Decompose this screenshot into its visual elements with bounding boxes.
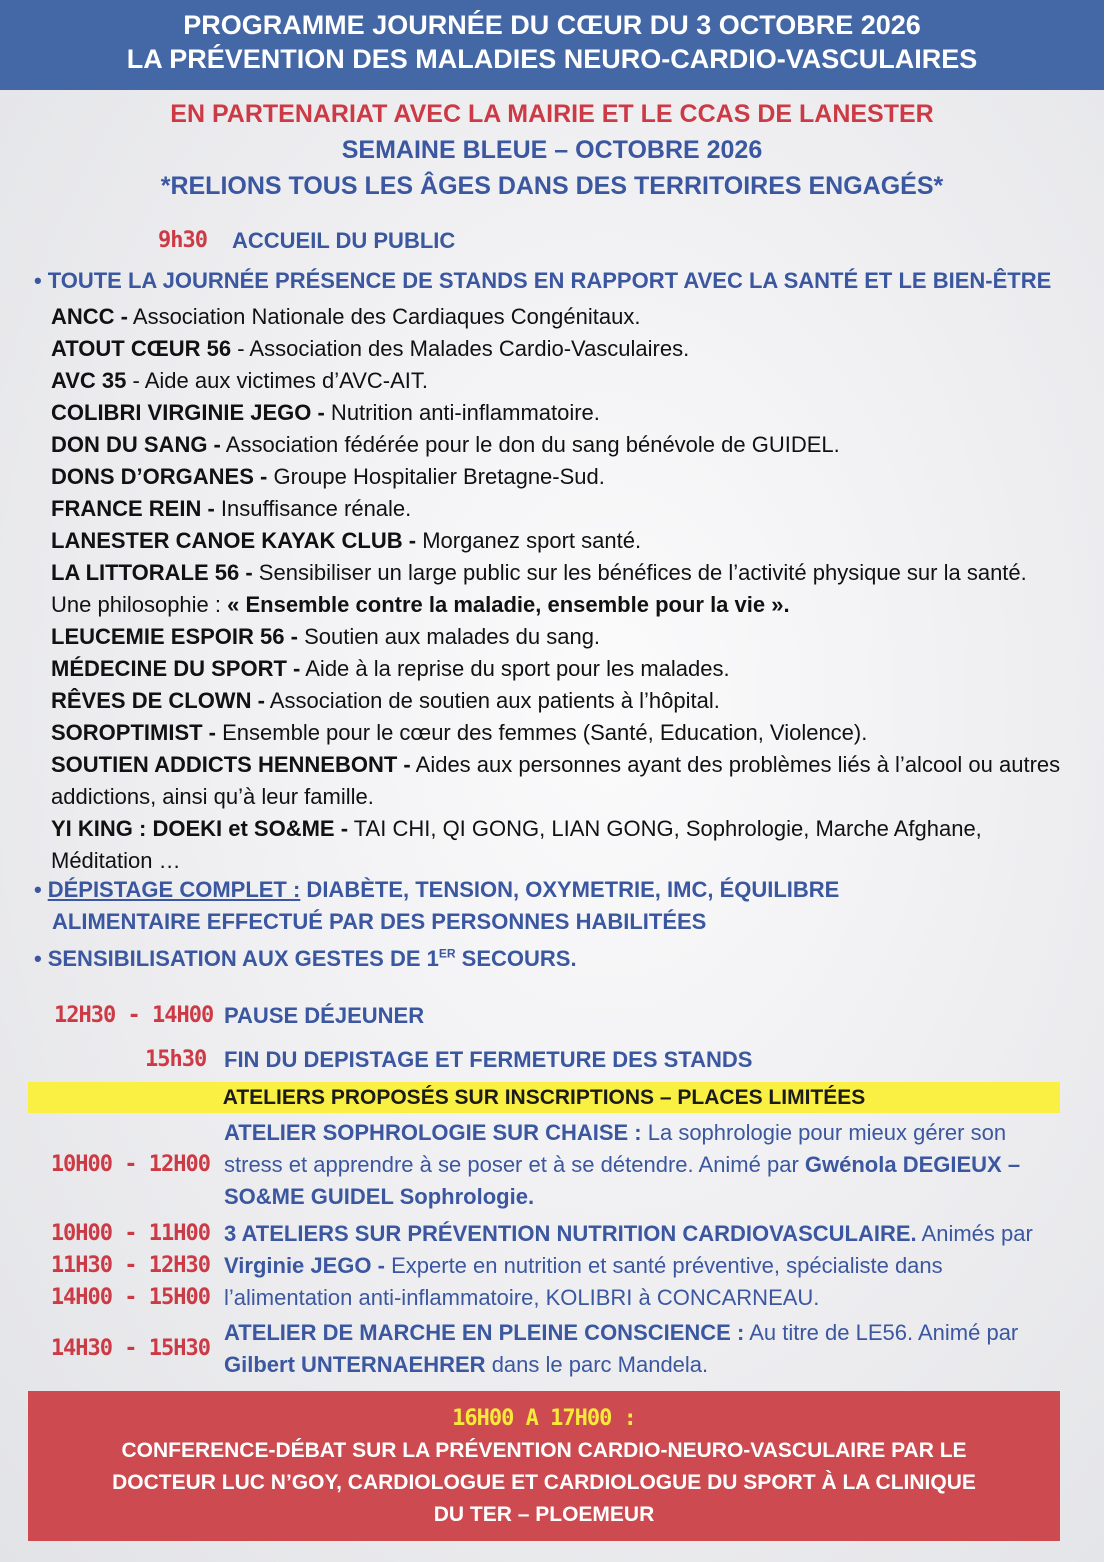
stand-description: Association de soutien aux patients à l’hôpital. — [264, 688, 720, 713]
stand-item — [51, 365, 1066, 397]
screening-text-1: DIABÈTE, TENSION, OXYMETRIE, IMC, ÉQUILIBRE — [300, 877, 840, 902]
workshop-2-time-2: 11H30 - 12H30 — [50, 1253, 210, 1278]
first-aid-end: SECOURS. — [455, 946, 577, 971]
workshop-1-text: La sophrologie pour mieux gérer son stress et apprendre à se poser et à se détendre. Animé par — [224, 1120, 1007, 1177]
stand-description: Nutrition anti-inflammatoire. — [324, 400, 600, 425]
stand-item — [51, 429, 1066, 461]
title-line-2: LA PRÉVENTION DES MALADIES NEURO-CARDIO-VASCULAIRES — [126, 44, 978, 74]
stand-item — [51, 621, 1066, 653]
stand-description: - Association des Malades Cardio-Vasculaires. — [231, 336, 690, 361]
stand-item — [51, 461, 1066, 493]
stand-item — [51, 397, 1066, 429]
end-stands-time: 15h30 — [145, 1047, 207, 1072]
end-stands-label: FIN DU DEPISTAGE ET FERMETURE DES STANDS — [224, 1047, 753, 1072]
screening-text-2: ALIMENTAIRE EFFECTUÉ PAR DES PERSONNES HABILITÉES — [52, 909, 707, 934]
bullet-icon: • — [34, 268, 42, 293]
welcome-label: ACCUEIL DU PUBLIC — [232, 228, 456, 253]
first-aid-text: SENSIBILISATION AUX GESTES DE 1 — [47, 946, 439, 971]
stand-item — [51, 685, 1066, 717]
stand-motto: « Ensemble contre la maladie, ensemble pour la vie ». — [227, 592, 790, 617]
stand-item — [51, 301, 1066, 333]
stand-name: COLIBRI VIRGINIE JEGO - — [51, 400, 325, 425]
workshop-3 — [224, 1317, 1054, 1381]
stand-description: - Aide aux victimes d’AVC-AIT. — [126, 368, 428, 393]
stand-description: Association Nationale des Cardiaques Congénitaux. — [128, 304, 641, 329]
stand-item — [51, 557, 1066, 621]
workshop-2-time-3: 14H00 - 15H00 — [50, 1285, 210, 1310]
conference-time: 16H00 A 17H00 : — [452, 1406, 636, 1431]
workshop-1-host: Gwénola DEGIEUX – SO&ME GUIDEL Sophrologie. — [224, 1152, 1021, 1209]
stands-heading — [34, 268, 1051, 294]
stand-name: LA LITTORALE 56 - — [51, 560, 253, 585]
lunch-time: 12H30 - 14H00 — [54, 1003, 214, 1028]
stand-name: LEUCEMIE ESPOIR 56 - — [51, 624, 298, 649]
stand-description: Aides aux personnes ayant des problèmes liés à l’alcool ou autres addictions, ainsi qu’à leur famille. — [51, 752, 1061, 809]
blue-week-line: SEMAINE BLEUE – OCTOBRE 2026 — [341, 136, 763, 164]
stand-item — [51, 525, 1066, 557]
stand-item — [51, 333, 1066, 365]
workshop-2-host: Virginie JEGO - — [224, 1253, 385, 1278]
stand-item — [51, 653, 1066, 685]
first-aid-item — [34, 946, 577, 972]
stand-name: RÊVES DE CLOWN - — [51, 688, 265, 713]
partnership-line: EN PARTENARIAT AVEC LA MAIRIE ET LE CCAS DE LANESTER — [170, 100, 934, 128]
conference-line-2: DOCTEUR LUC N’GOY, CARDIOLOGUE ET CARDIOLOGUE DU SPORT À LA CLINIQUE — [112, 1471, 976, 1494]
slogan-line: *RELIONS TOUS LES ÂGES DANS DES TERRITOIRES ENGAGÉS* — [160, 172, 944, 200]
stand-name: SOUTIEN ADDICTS HENNEBONT - — [51, 752, 411, 777]
stand-description: Aide à la reprise du sport pour les malades. — [300, 656, 730, 681]
stand-name: LANESTER CANOE KAYAK CLUB - — [51, 528, 417, 553]
conference-line-1: CONFERENCE-DÉBAT SUR LA PRÉVENTION CARDIO-NEURO-VASCULAIRE PAR LE — [121, 1439, 967, 1462]
stand-list — [51, 301, 1066, 877]
stand-name: MÉDECINE DU SPORT - — [51, 656, 301, 681]
stand-name: SOROPTIMIST - — [51, 720, 216, 745]
workshop-3-host: Gilbert UNTERNAEHRER — [224, 1352, 486, 1377]
stand-name: ANCC - — [51, 304, 128, 329]
stands-heading-text: TOUTE LA JOURNÉE PRÉSENCE DE STANDS EN RAPPORT AVEC LA SANTÉ ET LE BIEN-ÊTRE — [47, 268, 1052, 293]
conference-box — [28, 1391, 1060, 1541]
workshop-3-text-2: dans le parc Mandela. — [485, 1352, 709, 1377]
stand-description: Insuffisance rénale. — [214, 496, 412, 521]
stand-name: DON DU SANG - — [51, 432, 221, 457]
workshop-2-text: Animés par — [916, 1221, 1033, 1246]
workshop-2-title: 3 ATELIERS SUR PRÉVENTION NUTRITION CARDIOVASCULAIRE. — [224, 1221, 917, 1246]
stand-item — [51, 813, 1066, 877]
page-margin — [1104, 0, 1118, 1562]
title-banner — [0, 0, 1104, 90]
workshop-1-time: 10H00 - 12H00 — [50, 1152, 210, 1177]
bullet-icon: • — [34, 946, 42, 971]
workshop-2-time-1: 10H00 - 11H00 — [50, 1221, 210, 1246]
stand-name: ATOUT CŒUR 56 — [51, 336, 232, 361]
title-line-1: PROGRAMME JOURNÉE DU CŒUR DU 3 OCTOBRE 2026 — [183, 10, 921, 40]
workshop-2-text-2: Experte en nutrition et santé préventive, spécialiste dans l’alimentation anti-inflammatoire, KOLIBRI à CONCARNEAU. — [224, 1253, 943, 1310]
screening-item — [34, 874, 839, 938]
stand-description: Morganez sport santé. — [416, 528, 642, 553]
stand-name: YI KING : DOEKI et SO&ME - — [51, 816, 349, 841]
conference-line-3: DU TER – PLOEMEUR — [433, 1503, 655, 1526]
workshop-1-title: ATELIER SOPHROLOGIE SUR CHAISE : — [224, 1120, 642, 1145]
workshop-3-time: 14H30 - 15H30 — [50, 1336, 210, 1361]
stand-name: DONS D’ORGANES - — [51, 464, 268, 489]
workshop-3-text: Au titre de LE56. Animé par — [744, 1320, 1019, 1345]
stand-item — [51, 749, 1066, 813]
stand-name: AVC 35 — [51, 368, 127, 393]
stand-description: Sensibiliser un large public sur les bénéfices de l’activité physique sur la santé. Une philosophie : — [51, 560, 1027, 617]
welcome-time: 9h30 — [158, 228, 207, 253]
stand-name: FRANCE REIN - — [51, 496, 215, 521]
stand-description: Soutien aux malades du sang. — [297, 624, 601, 649]
stand-item — [51, 493, 1066, 525]
first-aid-sup: ER — [438, 946, 456, 961]
lunch-label: PAUSE DÉJEUNER — [224, 1003, 425, 1028]
screening-title: DÉPISTAGE COMPLET : — [47, 877, 301, 902]
stand-description: Association fédérée pour le don du sang bénévole de GUIDEL. — [220, 432, 840, 457]
stand-item — [51, 717, 1066, 749]
workshop-1 — [224, 1117, 1054, 1213]
stand-description: Ensemble pour le cœur des femmes (Santé, Education, Violence). — [216, 720, 868, 745]
workshop-2 — [224, 1218, 1054, 1314]
workshop-3-title: ATELIER DE MARCHE EN PLEINE CONSCIENCE : — [224, 1320, 745, 1345]
stand-description: TAI CHI, QI GONG, LIAN GONG, Sophrologie, Marche Afghane, Méditation … — [51, 816, 982, 873]
bullet-icon: • — [34, 877, 42, 902]
stand-description: Groupe Hospitalier Bretagne-Sud. — [267, 464, 605, 489]
workshops-banner: ATELIERS PROPOSÉS SUR INSCRIPTIONS – PLACES LIMITÉES — [28, 1082, 1060, 1113]
